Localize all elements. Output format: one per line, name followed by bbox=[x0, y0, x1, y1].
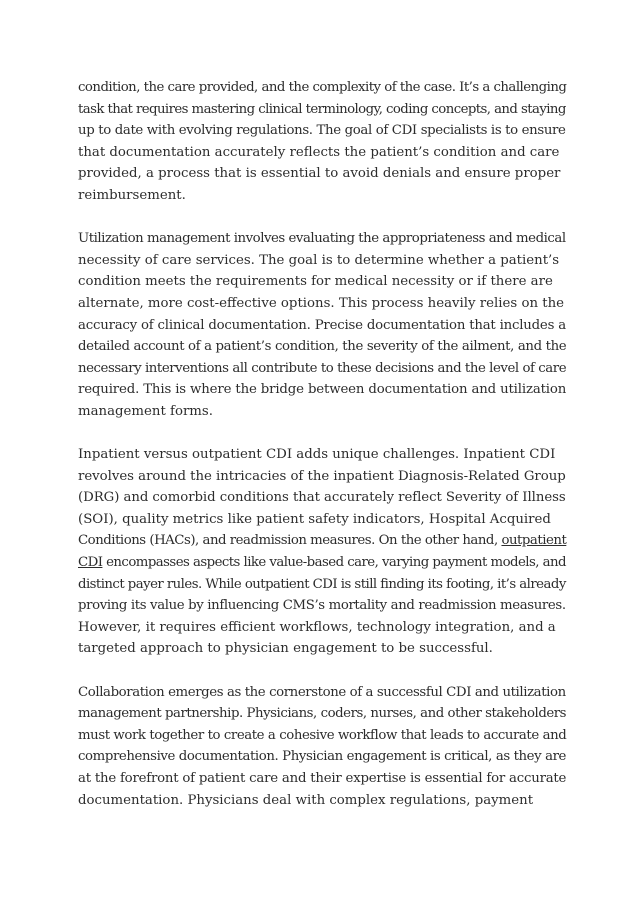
text-line: condition, the care provided, and the complexity of the case. It’s a challenging bbox=[78, 80, 567, 95]
text-line: condition meets the requirements for medical necessity or if there are bbox=[78, 274, 553, 290]
text-line: required. This is where the bridge between documentation and utilization bbox=[78, 382, 567, 398]
text-line: comprehensive documentation. Physician engagement is critical, as they are bbox=[78, 749, 567, 765]
outpatient-cdi-link-continued[interactable]: CDI bbox=[78, 555, 103, 571]
text-line bbox=[78, 530, 566, 552]
text-line: documentation. Physicians deal with complex regulations, payment bbox=[78, 792, 534, 808]
text-line: reimbursement. bbox=[78, 187, 186, 203]
text-line: targeted approach to physician engagement to be successful. bbox=[78, 641, 493, 657]
paragraph-utilization-management bbox=[78, 228, 566, 422]
text-line: management forms. bbox=[78, 403, 213, 419]
text-line: detailed account of a patient’s condition, the severity of the ailment, and the bbox=[78, 339, 567, 355]
text-segment: encompasses aspects like value-based care, varying payment models, and bbox=[102, 555, 566, 571]
text-line: task that requires mastering clinical terminology, coding concepts, and staying bbox=[78, 101, 566, 117]
paragraph-collaboration bbox=[78, 682, 566, 812]
outpatient-cdi-link[interactable]: outpatient bbox=[501, 533, 567, 549]
text-line: distinct payer rules. While outpatient CDI is still finding its footing, it’s already bbox=[78, 576, 566, 592]
text-line: must work together to create a cohesive workflow that leads to accurate and bbox=[78, 727, 567, 743]
text-line: up to date with evolving regulations. The goal of CDI specialists is to ensure bbox=[78, 123, 566, 139]
text-line: alternate, more cost-effective options. This process heavily relies on the bbox=[78, 295, 565, 311]
text-line: that documentation accurately reflects the patient’s condition and care bbox=[78, 144, 560, 160]
text-line: Utilization management involves evaluating the appropriateness and medical bbox=[78, 231, 566, 247]
text-line: However, it requires efficient workflows, technology integration, and a bbox=[78, 619, 556, 635]
text-line: provided, a process that is essential to avoid denials and ensure proper bbox=[78, 166, 561, 182]
text-segment: Conditions (HACs), and readmission measures. On the other hand, bbox=[78, 533, 502, 549]
text-line: at the forefront of patient care and their expertise is essential for accurate bbox=[78, 771, 567, 786]
text-line: proving its value by influencing CMS’s mortality and readmission measures. bbox=[78, 598, 566, 614]
text-line: accuracy of clinical documentation. Precise documentation that includes a bbox=[78, 317, 566, 333]
text-line: Collaboration emerges as the cornerstone of a successful CDI and utilization bbox=[78, 684, 566, 700]
text-line: necessary interventions all contribute to these decisions and the level of care bbox=[78, 360, 567, 376]
text-line: management partnership. Physicians, coders, nurses, and other stakeholders bbox=[78, 706, 567, 722]
text-line: revolves around the intricacies of the inpatient Diagnosis-Related Group bbox=[78, 468, 566, 484]
paragraph-inpatient-outpatient bbox=[78, 444, 566, 660]
text-line: necessity of care services. The goal is to determine whether a patient’s bbox=[78, 252, 560, 268]
document-body bbox=[78, 77, 566, 833]
text-line: Inpatient versus outpatient CDI adds unique challenges. Inpatient CDI bbox=[78, 447, 556, 463]
paragraph-cdi-overview bbox=[78, 77, 566, 207]
text-line: (DRG) and comorbid conditions that accurately reflect Severity of Illness bbox=[78, 490, 566, 506]
text-line bbox=[78, 552, 566, 574]
text-line: (SOI), quality metrics like patient safety indicators, Hospital Acquired bbox=[78, 511, 551, 527]
